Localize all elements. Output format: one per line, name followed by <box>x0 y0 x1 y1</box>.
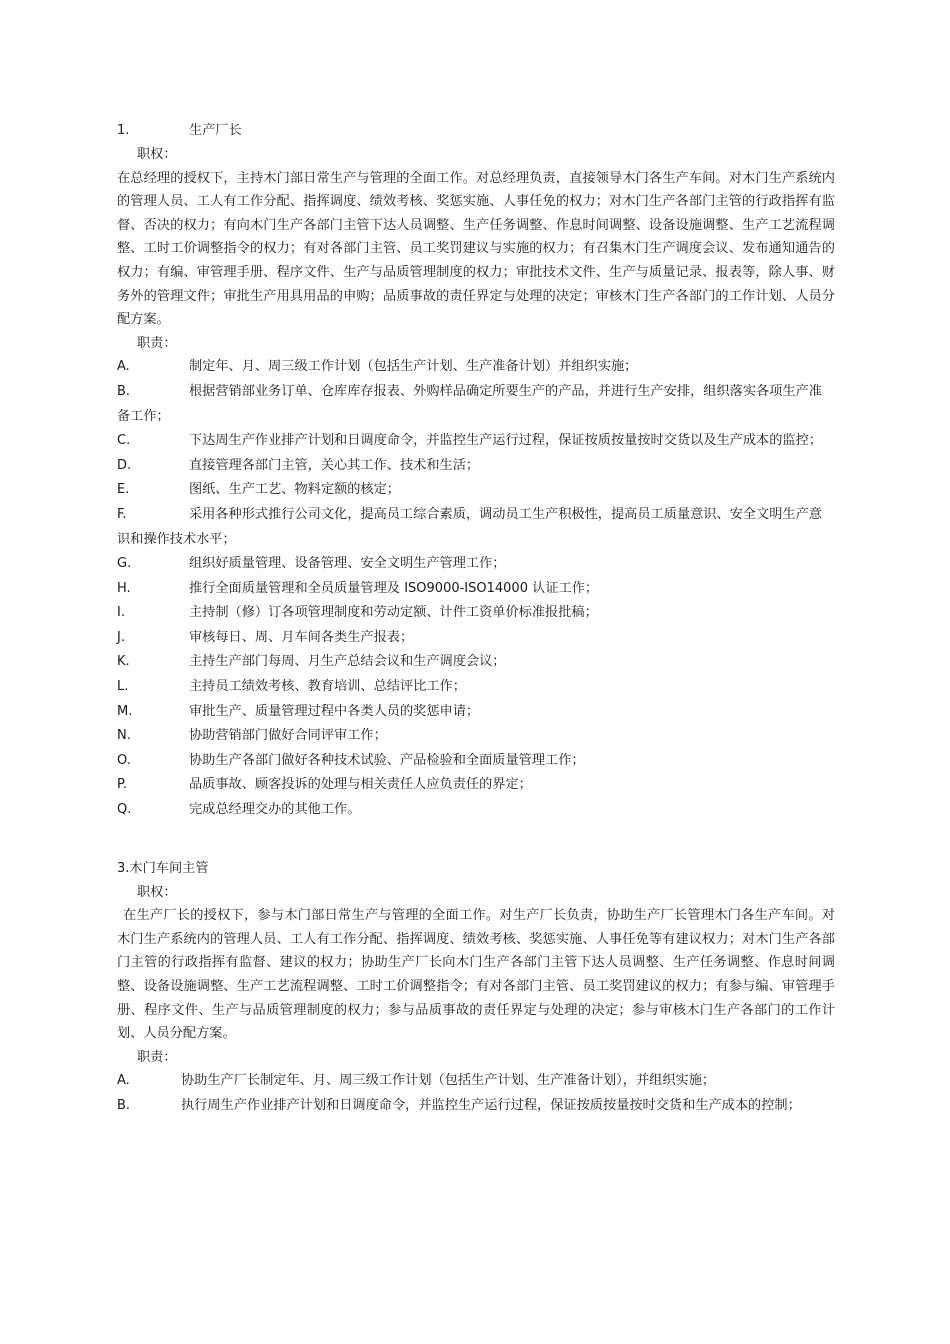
duty-text-standard: ISO9000-ISO14000 <box>404 580 528 596</box>
duty-text: 直接管理各部门主管，关心其工作、技术和生活； <box>189 457 480 473</box>
duty-mark: F. <box>117 506 127 522</box>
section-1-powers-label: 职权： <box>137 147 177 162</box>
duty-item <box>117 454 835 479</box>
section-3-powers-label: 职权： <box>137 884 177 900</box>
duty-mark: A. <box>117 1073 130 1089</box>
duty-item <box>117 552 835 577</box>
duty-text: 审核每日、周、月车间各类生产报表； <box>189 629 414 645</box>
duty-mark: O. <box>117 752 131 768</box>
duty-text: 组织好质量管理、设备管理、安全文明生产管理工作； <box>189 556 506 572</box>
duty-text: 主持生产部门每周、月生产总结会议和生产调度会议； <box>189 654 506 670</box>
duty-text: 主持员工绩效考核、教育培训、总结评比工作； <box>189 679 466 695</box>
section-1-title: 生产厂长 <box>189 123 242 138</box>
section-3-powers-text: 在生产厂长的授权下，参与木门部日常生产与管理的全面工作。对生产厂长负责，协助生产厂长管理木门各生产车间。对木门生产系统内的管理人员、工人有工作分配、指挥调度、绩效考核、奖惩实施、人事任免等有建议权力；对木门生产各部门主管的行政指挥有监督、建议的权力；协助生产厂长向木门生产各部门主管下达人员调整、生产任务调整、作息时间调整、设备设施调整、生产工艺流程调整、工时工价调整指令；有对各部门主管、员工奖罚建议的权力；有参与编、审管理手册、程序文件、生产与品质管理制度的权力；参与品质事故的责任界定与处理的决定；参与审核木门生产各部门的工作计划、人员分配方案。 <box>117 908 835 1042</box>
duty-mark: J. <box>117 629 125 645</box>
section-1-powers-text: 在总经理的授权下，主持木门部日常生产与管理的全面工作。对总经理负责，直接领导木门各生产车间。对木门生产系统内的管理人员、工人有工作分配、指挥调度、绩效考核、奖惩实施、人事任免的权力；对木门生产各部门主管的行政指挥有监督、否决的权力；有向木门生产各部门主管下达人员调整、生产任务调整、作息时间调整、设备设施调整、生产工艺流程调整、工时工价调整指令的权力；有对各部门主管、员工奖罚建议与实施的权力；有召集木门生产调度会议、发布通知通告的权力；有编、审管理手册、程序文件、生产与品质管理制度的权力；审批技术文件、生产与质量记录、报表等，除人事、财务外的管理文件；审批生产用具用品的申购；品质事故的责任界定与处理的决定；审核木门生产各部门的工作计划、人员分配方案。 <box>117 170 835 328</box>
duty-text: 完成总经理交办的其他工作。 <box>189 802 361 818</box>
duty-mark: L. <box>117 679 129 695</box>
section-1-duties-list <box>117 355 835 822</box>
duty-text: 协助营销部门做好合同评审工作； <box>189 728 387 744</box>
duty-item <box>117 380 835 429</box>
section-1-heading <box>117 119 835 143</box>
section-3-duties-label: 职责： <box>137 1049 177 1065</box>
section-1-duties-label: 职责： <box>137 335 177 351</box>
duty-mark: K. <box>117 654 130 670</box>
duty-text: 品质事故、顾客投诉的处理与相关责任人应负责任的界定； <box>189 777 532 793</box>
duty-text: 审批生产、质量管理过程中各类人员的奖惩申请； <box>189 703 480 719</box>
duty-mark: P. <box>117 777 127 793</box>
duty-mark: B. <box>117 383 131 399</box>
duty-item <box>117 503 835 552</box>
duty-mark: I. <box>117 605 125 621</box>
duty-item <box>117 355 835 380</box>
duty-mark: N. <box>117 728 131 744</box>
duty-text: 图纸、生产工艺、物料定额的核定； <box>189 482 400 498</box>
duty-text-part: 认证工作； <box>527 580 599 596</box>
duty-item <box>117 798 835 823</box>
duty-mark: Q. <box>117 802 132 818</box>
duty-mark: C. <box>117 433 131 449</box>
duty-text: 采用各种形式推行公司文化，提高员工综合素质，调动员工生产积极性，提高员工质量意识、安全文明生产意识和操作技术水平； <box>117 506 822 547</box>
duty-item <box>117 700 835 725</box>
duty-item <box>117 577 835 602</box>
duty-text: 执行周生产作业排产计划和日调度命令，并监控生产运行过程，保证按质按量按时交货和生产成本的控制； <box>181 1097 801 1113</box>
section-3-heading <box>117 857 835 881</box>
duty-mark: D. <box>117 457 132 473</box>
document-body <box>117 119 835 1119</box>
duty-mark: M. <box>117 703 133 719</box>
section-3-number: 3. <box>117 860 130 876</box>
section-3-title: 木门车间主管 <box>129 860 209 876</box>
duty-text <box>189 577 835 602</box>
duty-text-part: 推行全面质量管理和全员质量管理及 <box>189 580 405 596</box>
duty-text: 主持制（修）订各项管理制度和劳动定额、计件工资单价标准报批稿； <box>189 605 598 621</box>
section-1-number: 1. <box>117 123 130 138</box>
duty-item <box>117 773 835 798</box>
duty-item <box>117 1069 835 1094</box>
duty-mark: E. <box>117 482 130 498</box>
duty-item <box>117 429 835 454</box>
duty-text: 协助生产厂长制定年、月、周三级工作计划（包括生产计划、生产准备计划），并组织实施； <box>181 1073 716 1089</box>
duty-item <box>117 724 835 749</box>
duty-text: 制定年、月、周三级工作计划（包括生产计划、生产准备计划）并组织实施； <box>189 359 638 375</box>
duty-item <box>117 675 835 700</box>
duty-mark: H. <box>117 580 131 596</box>
duty-item <box>117 650 835 675</box>
duty-item <box>117 749 835 774</box>
duty-mark: A. <box>117 359 130 375</box>
duty-item <box>117 1094 835 1119</box>
section-3-duties-list <box>117 1069 835 1118</box>
duty-item <box>117 601 835 626</box>
duty-text: 根据营销部业务订单、仓库库存报表、外购样品确定所要生产的产品，并进行生产安排，组织落实各项生产准备工作； <box>117 383 822 424</box>
duty-text: 协助生产各部门做好各种技术试验、产品检验和全面质量管理工作； <box>189 752 585 768</box>
section-spacer <box>117 823 835 857</box>
duty-mark: B. <box>117 1097 131 1113</box>
duty-text: 下达周生产作业排产计划和日调度命令，并监控生产运行过程，保证按质按量按时交货以及生产成本的监控； <box>189 433 822 449</box>
duty-mark: G. <box>117 556 132 572</box>
duty-item <box>117 478 835 503</box>
duty-item <box>117 626 835 651</box>
